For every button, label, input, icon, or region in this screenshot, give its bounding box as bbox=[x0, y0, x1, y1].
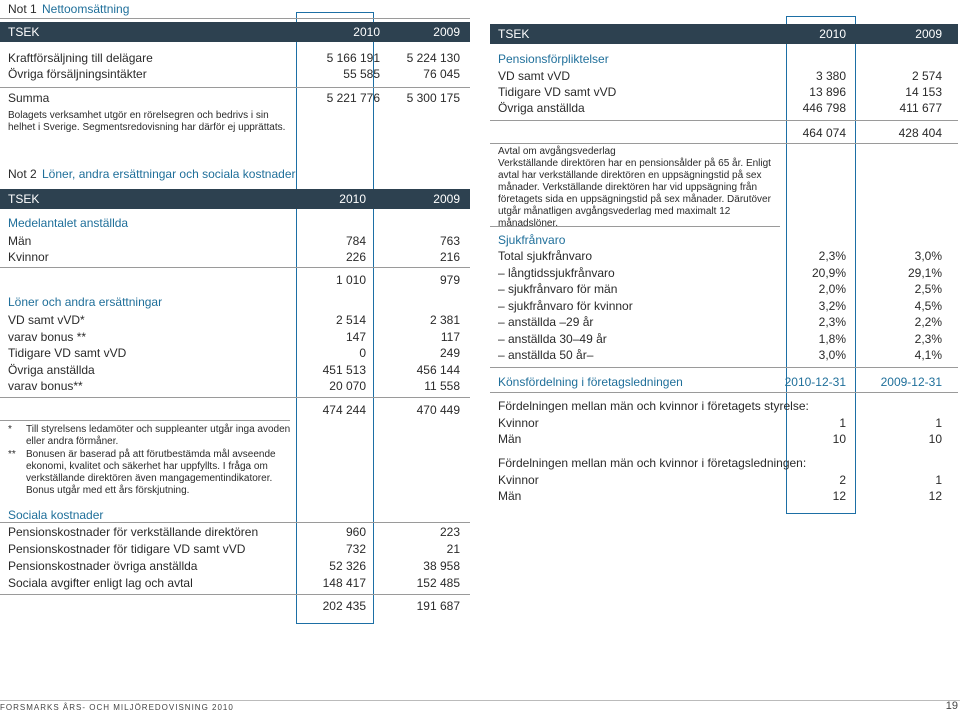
row-2009: 76 045 bbox=[423, 67, 460, 81]
divider bbox=[490, 367, 958, 368]
row-2009: 763 bbox=[439, 234, 460, 248]
agreement-line: Verkställande direktören har en pensionsålder på 65 år. Enligt bbox=[498, 158, 771, 169]
employees-heading: Medelantalet anställda bbox=[8, 216, 129, 230]
row-2009: 2,2% bbox=[914, 315, 942, 329]
row-2009: 2,3% bbox=[914, 331, 942, 346]
table-row bbox=[490, 265, 958, 281]
row-label: Pensionskostnader för verkställande direktören bbox=[8, 525, 259, 539]
row-2009: 2,5% bbox=[914, 282, 942, 296]
header-unit: TSEK bbox=[498, 27, 530, 41]
table-row bbox=[0, 312, 470, 328]
row-2009: 11 558 bbox=[424, 379, 460, 393]
gender-heading-row bbox=[490, 374, 958, 390]
row-2009: 223 bbox=[439, 525, 460, 539]
divider bbox=[0, 420, 290, 421]
note2-heading bbox=[8, 166, 308, 182]
gender-date-2009: 2009-12-31 bbox=[880, 375, 942, 389]
row-label: VD samt vVD bbox=[498, 69, 571, 83]
note1-title: Nettoomsättning bbox=[42, 2, 130, 16]
row-2010: 2,3% bbox=[818, 315, 846, 329]
table-row bbox=[0, 558, 470, 574]
table-row bbox=[0, 66, 470, 82]
row-2010: 784 bbox=[345, 234, 366, 248]
row-2010: 446 798 bbox=[802, 101, 846, 115]
row-2010: 13 896 bbox=[809, 85, 846, 99]
row-label: Män bbox=[498, 489, 522, 503]
note1-heading bbox=[8, 1, 308, 17]
row-2009: 117 bbox=[440, 329, 460, 344]
table-row bbox=[0, 575, 470, 591]
divider bbox=[0, 18, 470, 19]
board-heading: Fördelningen mellan män och kvinnor i företagets styrelse: bbox=[498, 399, 809, 413]
row-2010: 464 074 bbox=[802, 126, 846, 140]
table-row bbox=[0, 50, 470, 66]
footnote-line: verkställande direktören även mangagementindikatorer. bbox=[26, 473, 273, 484]
table-row bbox=[0, 329, 470, 345]
row-2009: 4,5% bbox=[914, 298, 942, 313]
row-2010: 3 380 bbox=[815, 69, 846, 83]
gender-heading: Könsfördelning i företagsledningen bbox=[498, 375, 683, 389]
table-row bbox=[490, 314, 958, 330]
row-2010: 20,9% bbox=[811, 265, 846, 280]
row-2009: 29,1% bbox=[907, 265, 942, 280]
row-2009: 3,0% bbox=[914, 249, 942, 263]
row-2009: 5 300 175 bbox=[406, 91, 460, 105]
row-2009: 2 574 bbox=[911, 69, 942, 83]
row-label: – anställda –29 år bbox=[498, 315, 594, 329]
table-row bbox=[0, 524, 470, 540]
social-heading: Sociala kostnader bbox=[8, 508, 104, 522]
divider bbox=[0, 700, 960, 701]
agreement-line: företagets sida en uppsägningstid på sex månader. Därutöver bbox=[498, 194, 771, 205]
footnote-line: eller andra förmåner. bbox=[26, 436, 119, 447]
row-2009: 21 bbox=[446, 542, 460, 556]
table-row bbox=[490, 84, 958, 100]
divider bbox=[490, 120, 958, 121]
row-label: Kvinnor bbox=[498, 473, 539, 487]
footnote-line: Till styrelsens ledamöter och suppleanter utgår inga avoden bbox=[26, 424, 291, 435]
divider bbox=[0, 522, 470, 523]
row-2010: 3,0% bbox=[818, 348, 846, 362]
header-unit: TSEK bbox=[8, 192, 40, 206]
footnote-line: Bonus utgår med ett års förskjutning. bbox=[26, 485, 190, 496]
row-2009: 428 404 bbox=[898, 126, 942, 140]
row-label: Tidigare VD samt vVD bbox=[8, 346, 127, 360]
note2-title: Löner, andra ersättningar och sociala kostnader bbox=[42, 167, 296, 181]
agreement-heading: Avtal om avgångsvederlag bbox=[498, 146, 616, 157]
row-2010: 12 bbox=[832, 489, 846, 503]
row-2010: 5 166 191 bbox=[326, 51, 380, 65]
table-row bbox=[490, 298, 958, 314]
row-2010: 451 513 bbox=[322, 362, 366, 377]
table-row bbox=[490, 472, 958, 488]
row-2010: 52 326 bbox=[329, 559, 366, 573]
table-row bbox=[490, 431, 958, 447]
row-2010: 3,2% bbox=[818, 298, 846, 313]
header-unit: TSEK bbox=[8, 25, 40, 39]
header-2010: 2010 bbox=[339, 192, 366, 206]
footnote-mark: * bbox=[8, 424, 12, 435]
footnote-1 bbox=[8, 424, 298, 448]
table-row bbox=[0, 249, 470, 265]
header-2009: 2009 bbox=[433, 192, 460, 206]
row-label: Män bbox=[498, 432, 522, 446]
pension-heading: Pensionsförpliktelser bbox=[498, 52, 609, 66]
row-label: – sjukfrånvaro för män bbox=[498, 282, 618, 296]
row-2010: 2 bbox=[839, 473, 846, 487]
note1-sum-row bbox=[0, 90, 470, 106]
row-2009: 5 224 130 bbox=[406, 51, 460, 65]
table-row bbox=[490, 68, 958, 84]
divider bbox=[490, 392, 958, 393]
row-2009: 470 449 bbox=[416, 403, 460, 417]
row-2009: 216 bbox=[439, 250, 460, 264]
row-2010: 147 bbox=[345, 329, 366, 344]
pension-total-row bbox=[490, 125, 958, 141]
row-2009: 10 bbox=[928, 432, 942, 446]
note1-number: Not 1 bbox=[8, 2, 37, 16]
header-2009: 2009 bbox=[915, 27, 942, 41]
table-row bbox=[490, 347, 958, 363]
row-label: – anställda 30–49 år bbox=[498, 331, 607, 346]
row-2009: 14 153 bbox=[905, 85, 942, 99]
row-label: – anställda 50 år– bbox=[498, 348, 594, 362]
row-2010: 20 070 bbox=[329, 379, 366, 393]
divider bbox=[0, 87, 470, 88]
table-row bbox=[490, 100, 958, 116]
row-label: Kvinnor bbox=[498, 416, 539, 430]
row-2010: 732 bbox=[345, 542, 366, 556]
row-2010: 1,8% bbox=[818, 331, 846, 346]
row-2009: 152 485 bbox=[416, 576, 460, 590]
note1-text-line: Bolagets verksamhet utgör en rörelsegren och bedrivs i sin bbox=[8, 110, 269, 121]
row-label: – sjukfrånvaro för kvinnor bbox=[498, 298, 633, 313]
row-2010: 1 010 bbox=[335, 273, 366, 287]
page-number: 19 bbox=[945, 700, 958, 712]
row-label: Övriga anställda bbox=[498, 101, 585, 115]
row-label: Övriga försäljningsintäkter bbox=[8, 67, 147, 81]
row-label: Pensionskostnader övriga anställda bbox=[8, 559, 198, 573]
note2-number: Not 2 bbox=[8, 167, 37, 181]
row-2010: 10 bbox=[832, 432, 846, 446]
row-2010: 2,0% bbox=[818, 282, 846, 296]
table-row bbox=[490, 415, 958, 431]
salaries-heading: Löner och andra ersättningar bbox=[8, 295, 163, 309]
table-row bbox=[0, 362, 470, 378]
row-2009: 12 bbox=[928, 489, 942, 503]
row-label: Kraftförsäljning till delägare bbox=[8, 51, 153, 65]
employees-total-row bbox=[0, 272, 470, 288]
social-total-row bbox=[0, 598, 470, 614]
row-label: Tidigare VD samt vVD bbox=[498, 85, 617, 99]
table-row bbox=[0, 378, 470, 394]
row-2010: 55 585 bbox=[343, 67, 380, 81]
note1-text-line: helhet i Sverige. Segmentsredovisning har därför ej upprättats. bbox=[8, 122, 286, 133]
agreement-line: utgår månatligen avgångsvederlag med maximalt 12 månadslöner. bbox=[498, 206, 731, 229]
table-row bbox=[0, 345, 470, 361]
row-2010: 1 bbox=[839, 416, 846, 430]
note1-text bbox=[8, 110, 308, 136]
row-label: VD samt vVD* bbox=[8, 313, 85, 327]
salaries-total-row bbox=[0, 402, 470, 418]
row-2010: 226 bbox=[345, 250, 366, 264]
divider bbox=[0, 267, 470, 268]
row-2010: 2 514 bbox=[335, 313, 366, 327]
row-label: Total sjukfrånvaro bbox=[498, 249, 593, 263]
row-label: Pensionskostnader för tidigare VD samt vVD bbox=[8, 542, 246, 556]
row-label: varav bonus** bbox=[8, 379, 83, 393]
right-table-header bbox=[490, 24, 958, 44]
table-row bbox=[490, 248, 958, 264]
header-2010: 2010 bbox=[353, 25, 380, 39]
divider bbox=[490, 226, 780, 227]
footer-title: FORSMARKS ÅRS- OCH MILJÖREDOVISNING 2010 bbox=[0, 703, 234, 712]
row-2009: 38 958 bbox=[423, 559, 460, 573]
row-2009: 191 687 bbox=[416, 599, 460, 613]
table-row bbox=[0, 233, 470, 249]
row-label: Kvinnor bbox=[8, 250, 49, 264]
gender-date-2010: 2010-12-31 bbox=[784, 375, 846, 389]
footnote-mark: ** bbox=[8, 449, 16, 460]
row-label: – långtidssjukfrånvaro bbox=[498, 265, 615, 280]
row-2009: 4,1% bbox=[914, 348, 942, 362]
row-2010: 202 435 bbox=[322, 599, 366, 613]
footnote-line: Bonusen är baserad på att förutbestämda mål avseende bbox=[26, 449, 276, 460]
row-2009: 411 677 bbox=[899, 101, 942, 115]
header-2009: 2009 bbox=[433, 25, 460, 39]
row-2010: 960 bbox=[345, 525, 366, 539]
table-row bbox=[490, 488, 958, 504]
row-label: Sociala avgifter enligt lag och avtal bbox=[8, 576, 193, 590]
row-label: Summa bbox=[8, 91, 50, 105]
table-row bbox=[0, 541, 470, 557]
row-2009: 1 bbox=[935, 416, 942, 430]
row-2009: 1 bbox=[935, 473, 942, 487]
note2-table-header bbox=[0, 189, 470, 209]
row-2010: 474 244 bbox=[322, 403, 366, 417]
divider bbox=[0, 397, 470, 398]
mgmt-heading: Fördelningen mellan män och kvinnor i företagsledningen: bbox=[498, 456, 807, 470]
agreement-line: avtal har verkställande direktören en uppsägningstid på sex bbox=[498, 170, 762, 181]
row-label: Män bbox=[8, 234, 32, 248]
row-label: varav bonus ** bbox=[8, 329, 87, 344]
row-2009: 456 144 bbox=[416, 362, 460, 377]
row-2009: 2 381 bbox=[429, 313, 460, 327]
row-2009: 979 bbox=[439, 273, 460, 287]
row-2010: 2,3% bbox=[818, 249, 846, 263]
row-2010: 148 417 bbox=[322, 576, 366, 590]
header-2010: 2010 bbox=[819, 27, 846, 41]
agreement-block bbox=[498, 146, 788, 230]
row-2009: 249 bbox=[439, 346, 460, 360]
sick-heading: Sjukfrånvaro bbox=[498, 233, 566, 247]
row-label: Övriga anställda bbox=[8, 362, 95, 377]
table-row bbox=[490, 281, 958, 297]
row-2010: 5 221 776 bbox=[326, 91, 380, 105]
footnote-line: ekonomi, kvalitet och säkerhet har uppfyllts. I fråga om bbox=[26, 461, 268, 472]
divider bbox=[0, 594, 470, 595]
table-row bbox=[490, 331, 958, 347]
agreement-line: månader. Verkställande direktören har vid uppsägning från bbox=[498, 182, 758, 193]
row-2010: 0 bbox=[359, 346, 366, 360]
note1-table-header bbox=[0, 22, 470, 42]
divider bbox=[490, 143, 958, 144]
footnote-2 bbox=[8, 449, 298, 497]
